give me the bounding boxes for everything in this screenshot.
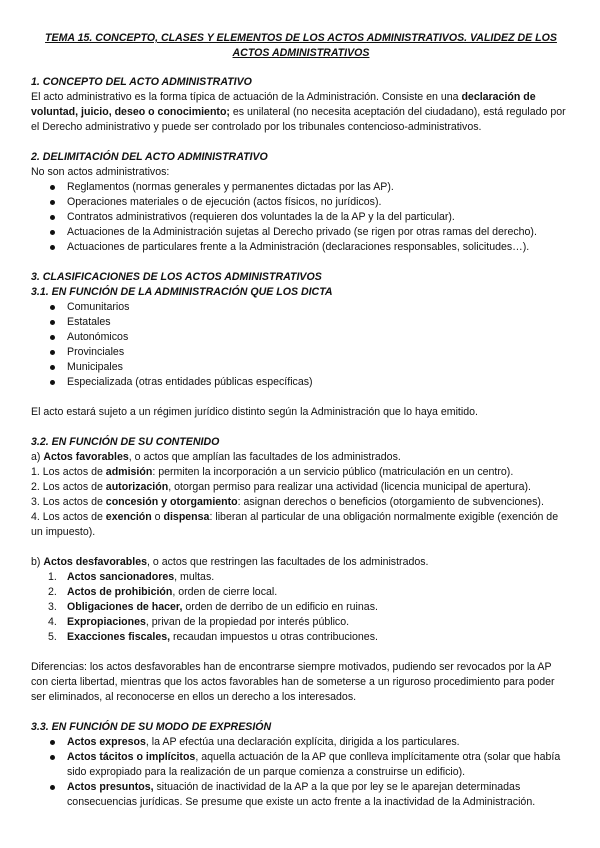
list-item: Operaciones materiales o de ejecución (actos físicos, no jurídicos). [31, 195, 571, 210]
list-item: Actos tácitos o implícitos, aquella actuación de la AP que conlleva implícitamente otra (solar que había sido expropiado para la realización de un parque comienza a construirse un edificio). [31, 750, 571, 780]
list-item: Estatales [31, 315, 571, 330]
section-3-2-heading: 3.2. EN FUNCIÓN DE SU CONTENIDO [31, 436, 220, 448]
document-body [31, 31, 571, 810]
section-3-1-heading: 3.1. EN FUNCIÓN DE LA ADMINISTRACIÓN QUE LOS DICTA [31, 286, 333, 298]
list-item: Actuaciones de la Administración sujetas al Derecho privado (se rigen por otras ramas del derecho). [31, 225, 571, 240]
list-item: Actos expresos, la AP efectúa una declaración explícita, dirigida a los particulares. [31, 735, 571, 750]
section-1-paragraph: El acto administrativo es la forma típica de actuación de la Administración. Consiste en una declaración de voluntad, juicio, deseo o conocimiento; es unilateral (no necesita aceptación del ciudadano), está regulado por el Derecho administrativo y puede ser controlado por los tribunales contencioso-administrativos. [31, 91, 566, 133]
section-2-intro: No son actos administrativos: [31, 166, 170, 178]
document-title: TEMA 15. CONCEPTO, CLASES Y ELEMENTOS DE LOS ACTOS ADMINISTRATIVOS. VALIDEZ DE LOS ACTOS ADMINISTRATIVOS [45, 32, 557, 59]
section-1-heading: 1. CONCEPTO DEL ACTO ADMINISTRATIVO [31, 76, 252, 88]
list-item: 4. Expropiaciones, privan de la propiedad por interés público. [48, 616, 350, 628]
favorable-item: 4. Los actos de exención o dispensa: liberan al particular de una obligación normalmente exigible (exención de un impuesto). [31, 511, 559, 538]
list-item: Comunitarios [31, 300, 571, 315]
list-item: Actuaciones de particulares frente a la Administración (declaraciones responsables, solicitudes…). [31, 240, 571, 255]
list-item: 5. Exacciones fiscales, recaudan impuestos u otras contribuciones. [48, 631, 378, 643]
section-3-1-list [31, 300, 571, 390]
diferencias-paragraph: Diferencias: los actos desfavorables han de encontrarse siempre motivados, pudiendo ser revocados por la AP con cierta libertad, mientras que los actos favorables han de someterse a un riguroso procedimiento para poder ser eliminados, al reconocerse en ellos un derecho a los interesados. [31, 661, 555, 703]
section-3-3-heading: 3.3. EN FUNCIÓN DE SU MODO DE EXPRESIÓN [31, 721, 272, 733]
desfavorables-intro: b) Actos desfavorables, o actos que restringen las facultades de los administrados. [31, 556, 429, 568]
list-item: Especializada (otras entidades públicas específicas) [31, 375, 571, 390]
section-3-heading: 3. CLASIFICACIONES DE LOS ACTOS ADMINISTRATIVOS [31, 271, 322, 283]
section-2-list [31, 180, 571, 255]
section-3-1-note: El acto estará sujeto a un régimen jurídico distinto según la Administración que lo haya emitido. [31, 406, 478, 418]
section-3-3-list [31, 735, 571, 810]
desfavorables-list [31, 570, 571, 645]
favorable-item: 3. Los actos de concesión y otorgamiento: asignan derechos o beneficios (otorgamiento de subvenciones). [31, 496, 544, 508]
list-item: 2. Actos de prohibición, orden de cierre local. [48, 586, 278, 598]
list-item: Autonómicos [31, 330, 571, 345]
list-item: Provinciales [31, 345, 571, 360]
list-item: 3. Obligaciones de hacer, orden de derribo de un edificio en ruinas. [48, 601, 378, 613]
list-item: Municipales [31, 360, 571, 375]
list-item: Reglamentos (normas generales y permanentes dictadas por las AP). [31, 180, 571, 195]
section-2-heading: 2. DELIMITACIÓN DEL ACTO ADMINISTRATIVO [31, 151, 268, 163]
favorable-item: 1. Los actos de admisión: permiten la incorporación a un servicio público (matriculación en un centro). [31, 466, 514, 478]
favorables-intro: a) Actos favorables, o actos que amplían las facultades de los administrados. [31, 451, 401, 463]
list-item: Contratos administrativos (requieren dos voluntades la de la AP y la del particular). [31, 210, 571, 225]
list-item: 1. Actos sancionadores, multas. [48, 571, 215, 583]
favorable-item: 2. Los actos de autorización, otorgan permiso para realizar una actividad (licencia municipal de apertura). [31, 481, 531, 493]
list-item: Actos presuntos, situación de inactividad de la AP a la que por ley se le aparejan determinadas consecuencias jurídicas. Se presume que existe un acto frente a la inactividad de la Administración. [31, 780, 571, 810]
